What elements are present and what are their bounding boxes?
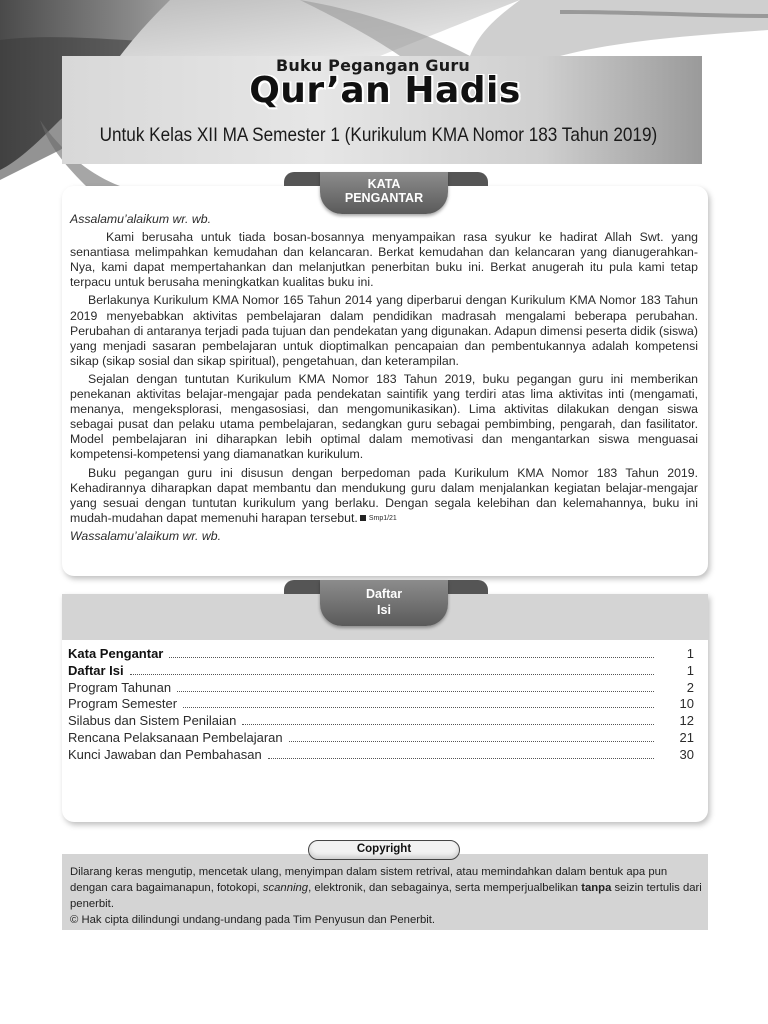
toc-leader [130,674,654,675]
copyright-text [70,864,702,928]
kata-pengantar-tab-line1: KATA [367,177,401,191]
daftar-isi-tab-line1: Daftar [365,587,403,601]
toc-leader [242,724,654,725]
toc-entry-title: Kata Pengantar [68,646,164,661]
paragraph-2: Berlakunya Kurikulum KMA Nomor 165 Tahun 2014 yang diperbarui dengan Kurikulum KMA Nomor 183 Tahun 2019 menyebabkan aktivitas pembelajaran dalam pendidikan madrasah mengalami beberapa perubahan. Perubahan di antaranya terjadi pada tujuan dan pendekatan yang digunakan. Adapun dimensi peserta didik (siswa) yang menjadi sasaran pembelajaran untuk dioptimalkan pencapaian dan pembentukannya adalah kompetensi sikap (sikap sosial dan sikap spiritual), pengetahuan, dan keterampilan. [70,293,698,368]
toc-entry-page: 21 [679,729,694,745]
paragraph-4 [70,466,698,527]
paragraph-1: Kami berusaha untuk tiada bosan-bosannya menyampaikan rasa syukur ke hadirat Allah Swt. yang senantiasa melimpahkan kemudahan dan kelancaran. Berkat kemudahan dan kelancaran yang dianugerahkan-Nya, kami dapat mempertahankan dan melanjutkan penerbitan buku ini. Berkat anugerah itu pula kami tetap terpacu untuk berusaha meningkatkan kualitas buku ini. [70,230,698,290]
copyright-label: Copyright [308,840,460,860]
book-title: Qur’an Hadis [249,70,521,111]
toc-entry-page: 2 [686,679,694,695]
greeting: Assalamu’alaikum wr. wb. [70,212,211,226]
kata-pengantar-text [70,212,698,547]
toc-entry[interactable] [68,663,694,680]
toc-leader [177,691,654,692]
end-mark-icon [360,515,366,521]
toc-entry-title: Silabus dan Sistem Penilaian [68,713,237,729]
book-subtitle: Buku Pegangan Guru [275,56,471,75]
toc-entry-title: Rencana Pelaksanaan Pembelajaran [68,729,283,745]
toc-leader [183,707,654,708]
toc-entry-page: 1 [686,662,694,678]
book-class-info: Untuk Kelas XII MA Semester 1 (Kurikulum KMA Nomor 183 Tahun 2019) [99,124,658,146]
kata-pengantar-tab-line2: PENGANTAR [344,191,424,205]
toc-leader [169,657,654,658]
closing: Wassalamu’alaikum wr. wb. [70,529,222,544]
toc-entry[interactable] [68,696,694,713]
page-stamp: Smp1/21 [368,514,397,522]
copyright-notice [70,864,702,912]
toc-entry[interactable] [68,646,694,663]
toc-entry-page: 30 [679,746,694,762]
toc-entry-title: Program Tahunan [68,679,172,695]
copyright-text-a: Dilarang keras mengutip, mencetak ulang, menyimpan dalam sistem retrival, atau memindahkan dalam bentuk apa pun dengan cara bagaimanapun, fotokopi, [70,866,668,894]
daftar-isi-tab-line2: Isi [377,603,391,617]
toc-entry-page: 12 [679,713,694,729]
toc-leader [289,741,654,742]
paragraph-3: Sejalan dengan tuntutan Kurikulum KMA Nomor 183 Tahun 2019, buku pegangan guru ini memberikan penekanan aktivitas belajar-mengajar pada pendekatan saintifik yang terdiri atas lima aktivitas inti (mengamati, menanya, mengeksplorasi, mengasosiasi, dan mengomunikasikan). Lima aktivitas dilakukan dengan siswa sebagai pusat dan pelaku utama pembelajaran, sedangkan guru sebagai pembimbing, pengarah, dan fasilitator. Model pembelajaran ini diharapkan lebih optimal dalam memotivasi dan mengantarkan siswa menguasai kompetensi-kompetensi yang diamanatkan kurikulum. [70,371,698,462]
toc-entry-page: 10 [679,696,694,712]
toc-entry-title: Program Semester [68,696,178,712]
copyright-rights [70,912,702,928]
copyright-symbol-icon: © [70,914,79,926]
toc-entry[interactable] [68,730,694,747]
toc-entry-page: 1 [686,646,694,661]
kata-pengantar-tab [320,172,448,214]
daftar-isi-tab [320,580,448,626]
copyright-line2: Hak cipta dilindungi undang-undang pada Tim Penyusun dan Penerbit. [81,914,436,926]
paragraph-4-text: Buku pegangan guru ini disusun dengan berpedoman pada Kurikulum KMA Nomor 183 Tahun 2019. Kehadirannya diharapkan dapat membantu dan mendukung guru dalam menjalankan kegiatan belajar-mengajar yang sesuai dengan tuntutan kurikulum yang berlaku. Dengan segala kelebihan dan kelemahannya, buku ini mudah-mudahan dapat memenuhi harapan tersebut. [70,465,698,525]
table-of-contents [68,646,694,764]
copyright-text-c: seizin tertulis dari penerbit. [70,882,702,910]
copyright-scanning: scanning [262,882,309,894]
toc-entry[interactable] [68,747,694,764]
toc-entry-title: Daftar Isi [68,662,124,678]
toc-entry[interactable] [68,680,694,697]
toc-leader [268,758,654,759]
toc-entry[interactable] [68,713,694,730]
copyright-tanpa: tanpa [581,882,612,894]
copyright-text-b: , elektronik, dan sebagainya, serta memperjualbelikan [308,882,579,894]
toc-entry-title: Kunci Jawaban dan Pembahasan [68,746,262,762]
